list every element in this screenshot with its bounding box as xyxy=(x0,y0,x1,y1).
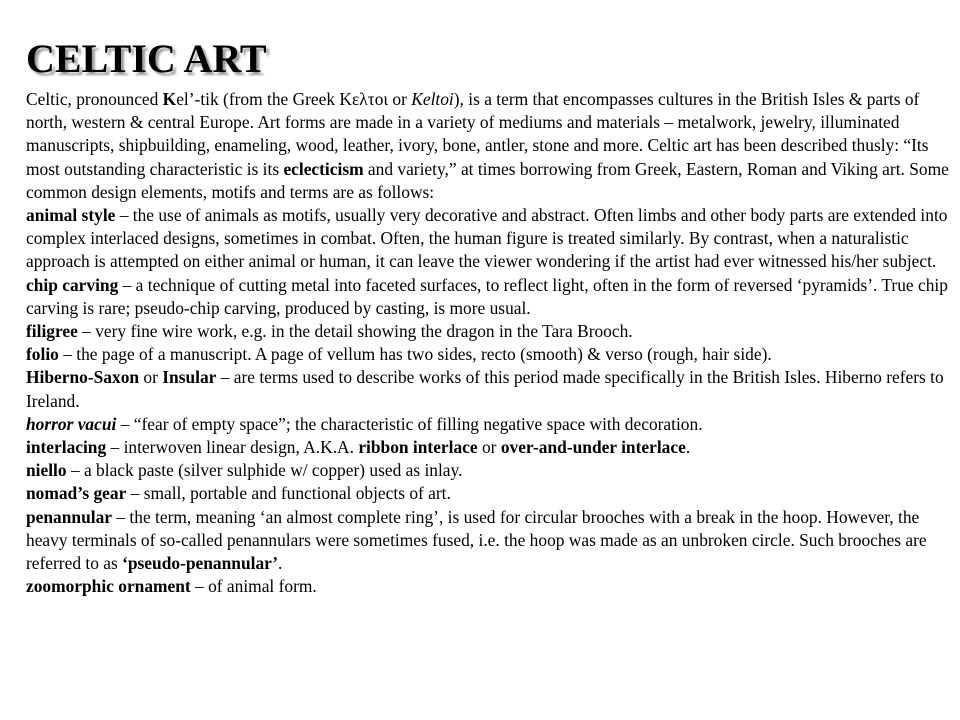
term-label: ‘pseudo-penannular’ xyxy=(122,553,278,574)
term-label: zoomorphic ornament xyxy=(26,576,191,597)
term-definition: – very fine wire work, e.g. in the detail showing the dragon in the Tara Brooch. xyxy=(77,321,633,342)
intro-k: K xyxy=(162,89,177,109)
term-label: interlacing xyxy=(26,437,107,458)
term-zoomorphic xyxy=(26,575,956,598)
term-animal-style xyxy=(26,204,956,274)
term-horror-vacui xyxy=(26,413,956,436)
term-niello xyxy=(26,459,956,482)
intro-text: and variety,” at times borrowing from Greek, Eastern, Roman and Viking art. Some common design elements, motifs and terms are as follows: xyxy=(26,158,949,202)
body-text xyxy=(26,88,956,598)
term-nomads-gear xyxy=(26,482,956,505)
term-connector: or xyxy=(139,367,163,388)
term-definition: – the term, meaning ‘an almost complete ring’, is used for circular brooches with a break in the hoop. However, the heavy terminals of so-called penannulars were sometimes fused, i.e. the hoop was made as an unbroken circle. Such brooches are referred to as xyxy=(26,506,927,574)
term-label: folio xyxy=(26,344,59,365)
term-label: chip carving xyxy=(26,274,119,295)
term-label: filigree xyxy=(26,321,78,342)
term-filigree xyxy=(26,320,956,343)
term-connector: or xyxy=(477,437,501,458)
intro-text: Celtic, pronounced xyxy=(26,89,163,109)
term-label: niello xyxy=(26,460,67,481)
term-definition: – a black paste (silver sulphide w/ copper) used as inlay. xyxy=(66,460,463,481)
term-label: Hiberno-Saxon xyxy=(26,367,140,388)
term-definition: – the page of a manuscript. A page of vellum has two sides, recto (smooth) & verso (rough, hair side). xyxy=(58,344,772,365)
intro-eclecticism: eclecticism xyxy=(283,158,364,179)
term-chip-carving xyxy=(26,274,956,320)
term-definition: – the use of animals as motifs, usually very decorative and abstract. Often limbs and other body parts are extended into complex interlaced designs, sometimes in combat. Often, the human figure is treated similarly. By contrast, when a naturalistic approach is attempted on either animal or human, it can leave the viewer wondering if the artist had ever witnessed his/her subject. xyxy=(26,205,948,272)
term-connector: . xyxy=(277,553,283,574)
intro-text: el’-tik (from the Greek Κελτοι or xyxy=(176,89,412,109)
term-label: nomad’s gear xyxy=(26,483,127,504)
intro-text: ), is a term that encompasses cultures in the British Isles & parts of north, western & central Europe. Art forms are made in a variety of mediums and materials – metalwork, jewelry, illuminated manuscripts, shipbuilding, enameling, wood, leather, ivory, bone, antler, stone and more. Celtic art has been described thusly: “Its most outstanding characteristic is its xyxy=(26,89,929,179)
page-title: CELTIC ART xyxy=(26,36,267,81)
term-definition: – interwoven linear design, A.K.A. xyxy=(106,437,359,458)
term-label: over-and-under interlace xyxy=(500,437,686,458)
intro-keltoi: Keltoi xyxy=(411,89,454,109)
term-definition: – are terms used to describe works of this period made specifically in the British Isles. Hiberno refers to Ireland. xyxy=(26,367,944,411)
term-hiberno-saxon xyxy=(26,366,956,412)
term-definition: – a technique of cutting metal into faceted surfaces, to reflect light, often in the form of reversed ‘pyramids’. True chip carving is rare; pseudo-chip carving, produced by casting, is more usual. xyxy=(26,274,948,318)
term-folio xyxy=(26,343,956,366)
intro-paragraph xyxy=(26,88,956,204)
term-definition: – “fear of empty space”; the characteristic of filling negative space with decoration. xyxy=(116,413,703,434)
term-definition: – of animal form. xyxy=(190,576,317,597)
term-label: animal style xyxy=(26,205,116,226)
term-label: penannular xyxy=(26,506,113,527)
term-label: ribbon interlace xyxy=(358,437,478,458)
term-interlacing xyxy=(26,436,956,459)
term-definition: – small, portable and functional objects of art. xyxy=(126,483,451,504)
term-label: Insular xyxy=(162,367,217,388)
term-label: horror vacui xyxy=(26,413,117,434)
term-penannular xyxy=(26,506,956,576)
term-connector: . xyxy=(685,437,691,458)
